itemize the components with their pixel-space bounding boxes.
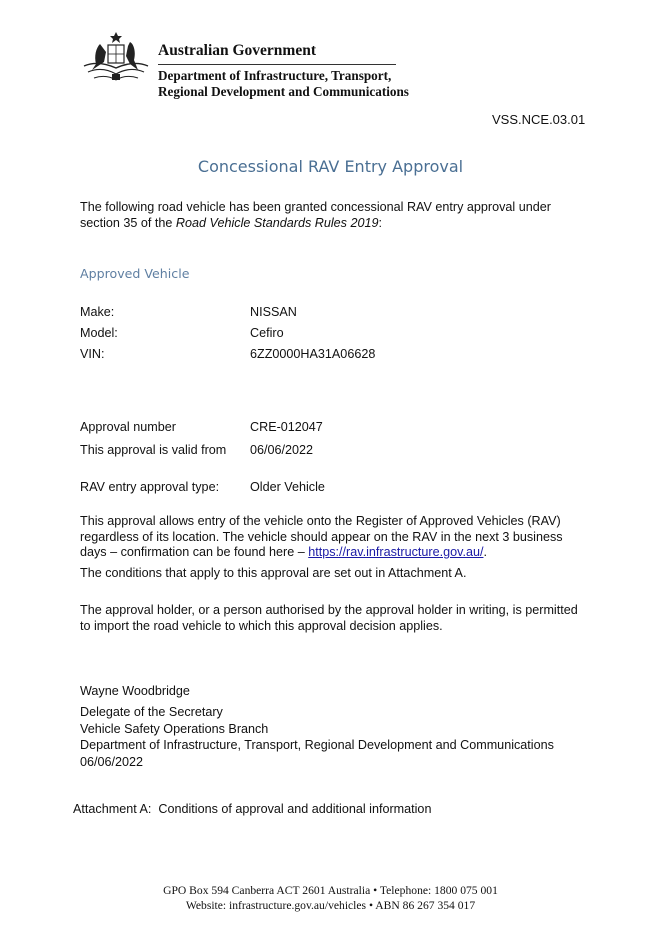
document-title: Concessional RAV Entry Approval <box>197 157 464 176</box>
approval-number-value: CRE-012047 <box>250 420 323 434</box>
rav-paragraph <box>80 514 590 561</box>
department-name <box>158 68 409 100</box>
approval-type-value: Older Vehicle <box>250 480 325 494</box>
make-value: NISSAN <box>250 305 297 319</box>
coat-of-arms-icon <box>78 30 154 86</box>
rav-text: This approval allows entry of the vehicle onto the Register of Approved Vehicles (RAV) regardless of its location. The vehicle should appear on the RAV in the next 3 business days – confirmation can be found here – <box>80 514 563 559</box>
conditions-paragraph: The conditions that apply to this approval are set out in Attachment A. <box>80 566 467 580</box>
holder-paragraph: The approval holder, or a person authorised by the approval holder in writing, is permitted to import the road vehicle to which this approval decision applies. <box>80 603 578 633</box>
valid-from-label: This approval is valid from <box>80 443 227 457</box>
government-name: Australian Government <box>158 42 317 59</box>
valid-from-value: 06/06/2022 <box>250 443 314 457</box>
intro-legislation: Road Vehicle Standards Rules 2019 <box>175 215 379 230</box>
signatory-name: Wayne Woodbridge <box>80 684 190 698</box>
department-line-2: Regional Development and Communications <box>158 84 409 99</box>
vin-label: VIN: <box>80 347 105 361</box>
attachment-reference: Attachment A: Conditions of approval and additional information <box>73 802 432 816</box>
footer-website: Website: infrastructure.gov.au/vehicles • ABN 86 267 354 017 <box>185 898 476 912</box>
approval-number-label: Approval number <box>80 420 176 434</box>
intro-paragraph <box>80 200 580 231</box>
footer-address: GPO Box 594 Canberra ACT 2601 Australia • Telephone: 1800 075 001 <box>163 884 498 897</box>
make-label: Make: <box>80 305 115 319</box>
vin-value: 6ZZ0000HA31A06628 <box>250 347 376 361</box>
rav-link[interactable]: https://rav.infrastructure.gov.au/ <box>308 545 484 559</box>
signatory-department: Department of Infrastructure, Transport, Regional Development and Communications <box>80 738 554 752</box>
rav-period: . <box>483 545 487 559</box>
signatory-block <box>80 704 554 770</box>
signature-date: 06/06/2022 <box>80 754 144 769</box>
approval-type-label: RAV entry approval type: <box>80 480 220 494</box>
intro-colon: : <box>378 215 382 230</box>
document-reference: VSS.NCE.03.01 <box>492 112 586 127</box>
model-label: Model: <box>80 326 118 340</box>
approved-vehicle-heading: Approved Vehicle <box>80 266 190 281</box>
signatory-branch: Vehicle Safety Operations Branch <box>80 721 269 736</box>
department-line-1: Department of Infrastructure, Transport, <box>158 68 392 83</box>
model-value: Cefiro <box>250 326 284 340</box>
intro-text: The following road vehicle has been granted concessional RAV entry approval under section 35 of the <box>80 200 551 230</box>
signatory-role: Delegate of the Secretary <box>80 705 223 719</box>
footer <box>0 884 661 913</box>
header-divider <box>158 64 396 65</box>
